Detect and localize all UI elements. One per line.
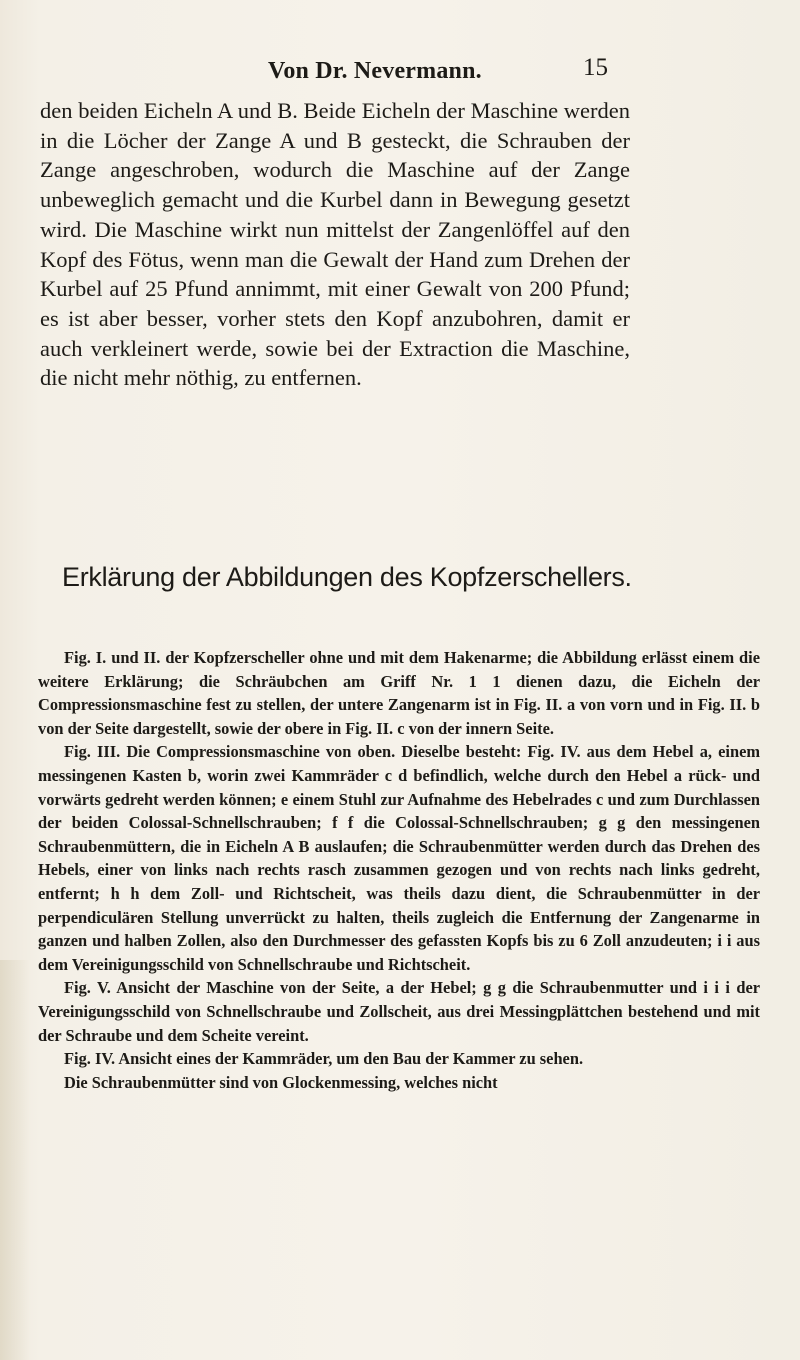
caption-fig-4-gear: Fig. IV. Ansicht eines der Kammräder, um den Bau der Kammer zu sehen.	[64, 1049, 584, 1069]
page-header	[0, 54, 800, 92]
caption-continuation: Die Schraubenmütter sind von Glockenmessing, welches nicht	[64, 1072, 498, 1092]
section-heading: Erklärung der Abbildungen des Kopfzerschellers.	[62, 562, 632, 592]
caption-fig-5: Fig. V. Ansicht der Maschine von der Seite, a der Hebel; g g die Schraubenmutter und i i i der Vereinigungsschild von Schnellschraube und Zollscheit, aus drei Messingplättchen bestehend und mit der Schraube und dem Scheite vereint.	[38, 978, 760, 1045]
page-edge-shadow	[0, 960, 30, 1360]
running-head: Von Dr. Nevermann.	[268, 58, 482, 84]
figure-captions	[38, 646, 760, 1094]
caption-fig-1-2: Fig. I. und II. der Kopfzerscheller ohne und mit dem Hakenarme; die Abbildung erlässt einem die weitere Erklärung; die Schräubchen am Griff Nr. 1 1 dienen dazu, die Eicheln der Compressionsmaschine fest zu stellen, der untere Zangenarm ist in Fig. II. a von vorn und in Fig. II. b von der Seite dargestellt, sowie der obere in Fig. II. c von der innern Seite.	[38, 648, 760, 738]
page-number: 15	[583, 54, 608, 81]
body-paragraph: den beiden Eicheln A und B. Beide Eicheln der Maschine werden in die Löcher der Zange A und B gesteckt, die Schrauben der Zange angeschroben, wodurch die Maschine auf der Zange unbeweglich gemacht und die Kurbel dann in Bewegung gesetzt wird. Die Maschine wirkt nun mittelst der Zangenlöffel auf den Kopf des Fötus, wenn man die Gewalt der Hand zum Drehen der Kurbel auf 25 Pfund annimmt, mit einer Gewalt von 200 Pfund; es ist aber besser, vorher stets den Kopf anzubohren, damit er auch verkleinert werde, sowie bei der Extraction die Maschine, die nicht mehr nöthig, zu entfernen.	[40, 98, 630, 391]
caption-fig-3-4: Fig. III. Die Compressionsmaschine von oben. Dieselbe besteht: Fig. IV. aus dem Hebel a, einem messingenen Kasten b, worin zwei Kammräder c d befindlich, welche durch den Hebel a rück- und vorwärts gedreht werden können; e einem Stuhl zur Aufnahme des Hebelrades c und zum Durchlassen der beiden Colossal-Schnellschrauben; f f die Colossal-Schnellschrauben; g g den messingenen Schraubenmüttern, die in Eicheln A B auslaufen; die Schraubenmütter werden durch das Drehen des Hebels, einer von links nach rechts rasch zusammen gezogen und von rechts nach links gedreht, entfernt; h h dem Zoll- und Richtscheit, was theils dazu dient, die Schraubenmütter in der perpendiculären Stellung unverrückt zu halten, theils zugleich die Entfernung der Zangenarme in ganzen und halben Zollen, also den Durchmesser des gefassten Kopfs bis zu 6 Zoll anzudeuten; i i aus dem Vereinigungsschild von Schnellschraube und Richtscheit.	[38, 742, 760, 974]
